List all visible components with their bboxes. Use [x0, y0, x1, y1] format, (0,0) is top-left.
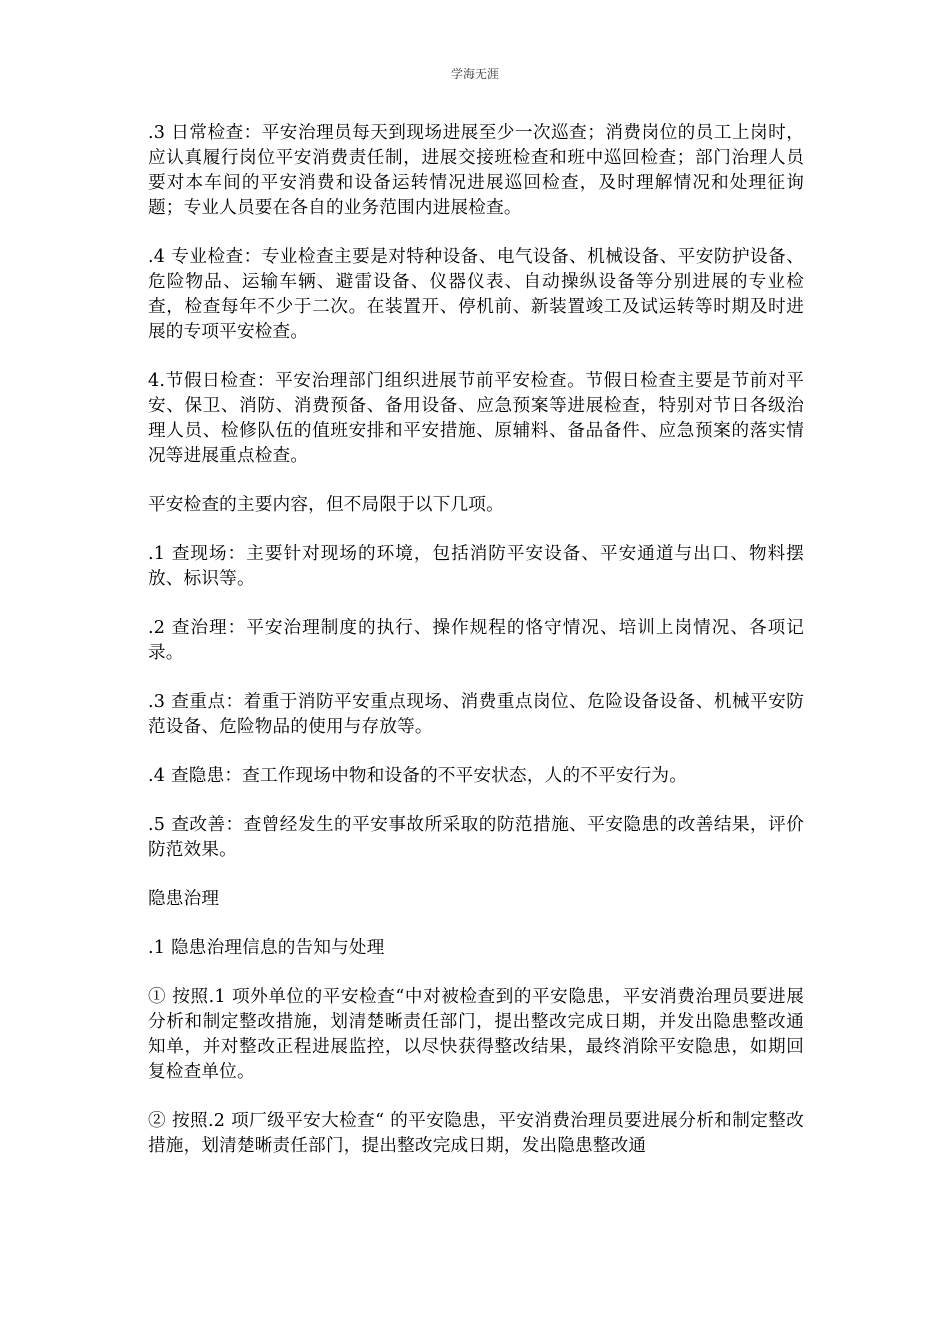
page-header: 学海无涯 [450, 67, 499, 81]
subsection-heading-hazard-info: .1 隐患治理信息的告知与处理 [148, 938, 385, 958]
paragraph-check-management: .2 查治理：平安治理制度的执行、操作规程的恪守情况、培训上岗情况、各项记录。 [148, 618, 804, 663]
section-heading-hazard-management: 隐患治理 [148, 889, 220, 909]
paragraph-professional-inspection: .4 专业检查：专业检查主要是对特种设备、电气设备、机械设备、平安防护设备、危险物品、运输车辆、避雷设备、仪器仪表、自动操纵设备等分别进展的专业检查，检查每年不少于二次。在装置开、停机前、新装置竣工及试运转等时期及时进展的专项平安检查。 [148, 247, 804, 342]
paragraph-daily-inspection: .3 日常检查：平安治理员每天到现场进展至少一次巡查；消费岗位的员工上岗时，应认真履行岗位平安消费责任制，进展交接班检查和班中巡回检查；部门治理人员要对本车间的平安消费和设备运转情况进展巡回检查，及时理解情况和处理征询题；专业人员要在各自的业务范围内进展检查。 [148, 123, 804, 218]
paragraph-external-inspection-hazards: ① 按照.1 项外单位的平安检查“中对被检查到的平安隐患，平安消费治理员要进展分析和制定整改措施，划清楚晰责任部门，提出整改完成日期，并发出隐患整改通知单，并对整改正程进展监控，以尽快获得整改结果，最终消除平安隐患，如期回复检查单位。 [148, 987, 804, 1082]
paragraph-check-key-points: .3 查重点：着重于消防平安重点现场、消费重点岗位、危险设备设备、机械平安防范设备、危险物品的使用与存放等。 [148, 692, 804, 737]
paragraph-holiday-inspection: 4.节假日检查：平安治理部门组织进展节前平安检查。节假日检查主要是节前对平安、保卫、消防、消费预备、备用设备、应急预案等进展检查，特别对节日各级治理人员、检修队伍的值班安排和平安措施、原辅料、备品备件、应急预案的落实情况等进展重点检查。 [148, 371, 804, 466]
paragraph-inspection-contents-intro: 平安检查的主要内容，但不局限于以下几项。 [148, 495, 504, 515]
paragraph-factory-inspection-hazards: ② 按照.2 项厂级平安大检查“ 的平安隐患，平安消费治理员要进展分析和制定整改措施，划清楚晰责任部门，提出整改完成日期，发出隐患整改通 [148, 1111, 804, 1156]
document-body [148, 121, 804, 1183]
paragraph-check-hazards: .4 查隐患：查工作现场中物和设备的不平安状态，人的不平安行为。 [148, 766, 688, 786]
paragraph-check-improvement: .5 查改善：查曾经发生的平安事故所采取的防范措施、平安隐患的改善结果，评价防范效果。 [148, 815, 804, 860]
paragraph-check-site: .1 查现场：主要针对现场的环境，包括消防平安设备、平安通道与出口、物料摆放、标识等。 [148, 544, 804, 589]
